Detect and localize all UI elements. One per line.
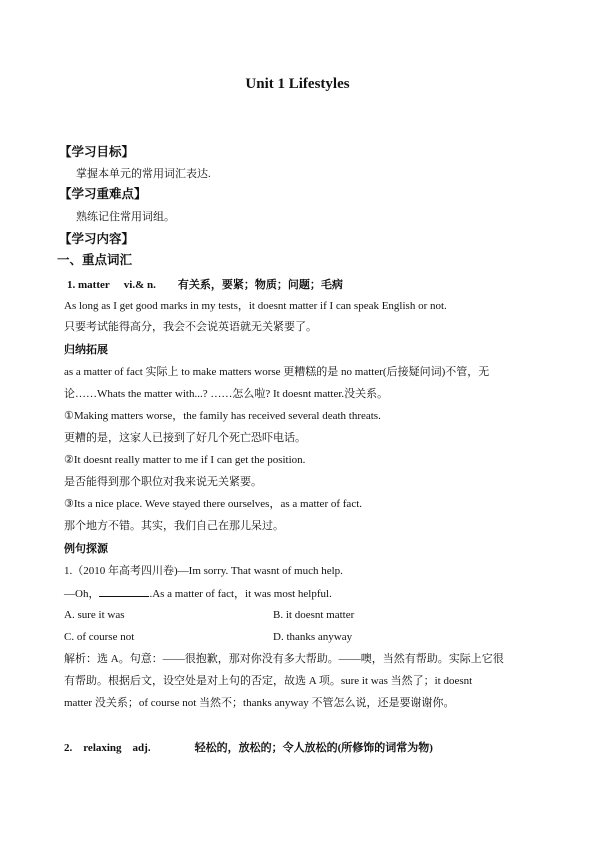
word2-heading [64, 741, 433, 755]
example-2-cn: 是否能得到那个职位对我来说无关紧要。 [64, 476, 262, 488]
expand-line-2: 论……Whats the matter with...? ……怎么啦? It doesnt matter.没关系。 [64, 388, 389, 400]
answer-blank [99, 586, 149, 597]
option-c: C. of course not [64, 631, 135, 643]
source-heading: 例句探源 [64, 543, 108, 555]
question-1-dash: —Oh， [64, 588, 100, 600]
goal-heading: 【学习目标】 [59, 145, 135, 159]
analysis-line-3: matter 没关系；of course not 当然不；thanks anyway 不管怎么说，还是要谢谢你。 [64, 697, 455, 709]
example-2-en: ②It doesnt really matter to me if I can get the position. [64, 454, 306, 466]
word2-meaning: 轻松的，放松的；令人放松的(所修饰的词常为物) [194, 742, 433, 754]
word1-heading [67, 278, 343, 292]
word1-head: 1. matter [67, 279, 110, 291]
question-1-line-2 [64, 586, 332, 601]
option-d: D. thanks anyway [273, 631, 353, 643]
word1-pos: vi.& n. [123, 279, 156, 291]
word2-head: 2. relaxing adj. [64, 742, 151, 754]
word1-meaning: 有关系，要紧；物质；问题；毛病 [177, 279, 343, 291]
section-heading: 一、重点词汇 [57, 253, 133, 267]
options-row-1 [64, 608, 125, 622]
option-b: B. it doesnt matter [273, 609, 355, 621]
example-1-en: ①Making matters worse，the family has received several death threats. [64, 410, 381, 422]
expand-line-1: as a matter of fact 实际上 to make matters worse 更糟糕的是 no matter(后接疑问词)不管，无 [64, 366, 490, 378]
word1-example-en: As long as I get good marks in my tests，it doesnt matter if I can speak English or not. [64, 300, 447, 312]
option-a: A. sure it was [64, 609, 125, 621]
content-heading: 【学习内容】 [59, 232, 135, 246]
example-3-cn: 那个地方不错。其实，我们自己在那儿呆过。 [64, 520, 284, 532]
analysis-line-2: 有帮助。根据后文，设空处是对上句的否定，故选 A 项。sure it was 当然了；it doesnt [64, 675, 473, 687]
expand-heading: 归纳拓展 [64, 344, 108, 356]
goal-text: 掌握本单元的常用词汇表达. [76, 168, 211, 180]
focus-heading: 【学习重难点】 [59, 187, 147, 201]
example-3-en: ③Its a nice place. Weve stayed there ourselves，as a matter of fact. [64, 498, 363, 510]
question-1: 1.（2010 年高考四川卷)—Im sorry. That wasnt of much help. [64, 565, 343, 577]
page-title: Unit 1 Lifestyles [245, 76, 350, 92]
word1-example-cn: 只要考试能得高分，我会不会说英语就无关紧要了。 [64, 321, 317, 333]
question-1-rest: .As a matter of fact，it was most helpful. [149, 588, 332, 600]
example-1-cn: 更糟的是，这家人已接到了好几个死亡恐吓电话。 [64, 432, 306, 444]
focus-text: 熟练记住常用词组。 [76, 211, 175, 223]
analysis-line-1: 解析：选 A。句意：——很抱歉，那对你没有多大帮助。——噢，当然有帮助。实际上它很 [64, 653, 504, 665]
